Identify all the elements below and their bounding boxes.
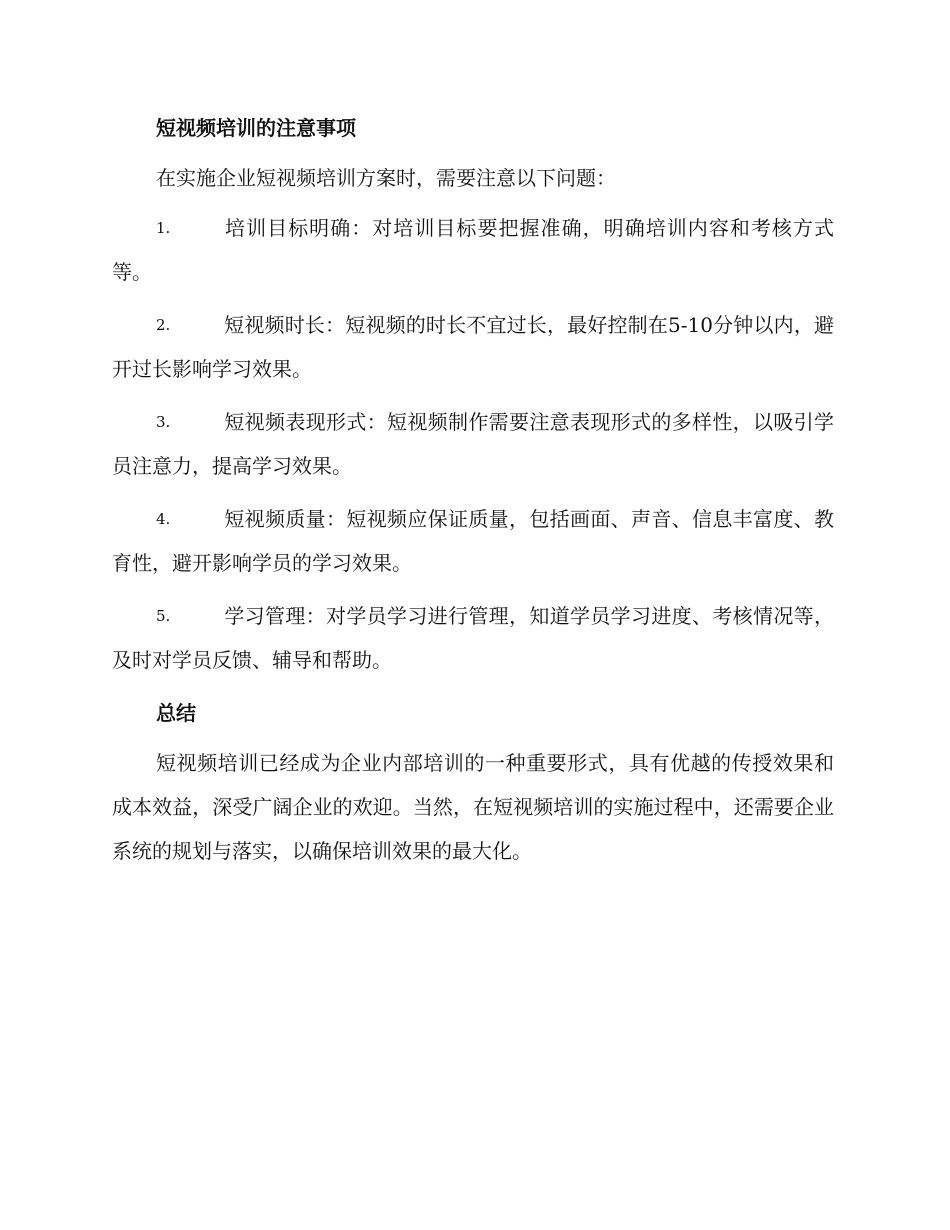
list-item-number: 4. [156, 510, 171, 528]
notes-list [112, 206, 834, 682]
list-item-text: 短视频表现形式：短视频制作需要注意表现形式的多样性，以吸引学员注意力，提高学习效果。 [112, 410, 834, 478]
section-heading-notes: 短视频培训的注意事项 [156, 116, 356, 140]
section-intro: 在实施企业短视频培训方案时，需要注意以下问题： [156, 166, 616, 190]
list-item-number: 2. [156, 316, 171, 334]
list-item [112, 400, 834, 488]
list-item [112, 206, 834, 294]
list-item-text: 培训目标明确：对培训目标要把握准确，明确培训内容和考核方式等。 [112, 216, 834, 284]
list-item-text: 短视频质量：短视频应保证质量，包括画面、声音、信息丰富度、教育性，避开影响学员的学习效果。 [112, 507, 834, 575]
summary-paragraph: 短视频培训已经成为企业内部培训的一种重要形式，具有优越的传授效果和成本效益，深受广阔企业的欢迎。当然，在短视频培训的实施过程中，还需要企业系统的规划与落实，以确保培训效果的最大化。 [112, 751, 834, 863]
document-body [112, 106, 834, 879]
section-heading-summary: 总结 [156, 701, 196, 725]
list-item-number: 5. [156, 607, 171, 625]
list-item [112, 497, 834, 585]
list-item [112, 303, 834, 391]
list-item-text: 短视频时长：短视频的时长不宜过长，最好控制在5-10分钟以内，避开过长影响学习效果。 [112, 313, 834, 381]
list-item-text: 学习管理：对学员学习进行管理，知道学员学习进度、考核情况等，及时对学员反馈、辅导和帮助。 [112, 604, 834, 672]
list-item [112, 594, 834, 682]
list-item-number: 3. [156, 413, 171, 431]
list-item-number: 1. [156, 219, 171, 237]
